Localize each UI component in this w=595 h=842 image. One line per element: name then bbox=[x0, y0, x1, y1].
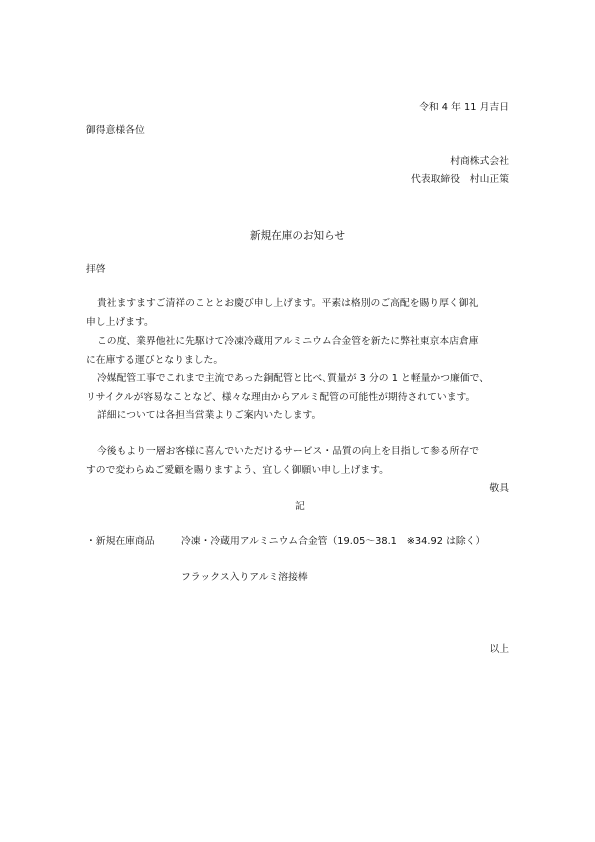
salutation: 拝啓 bbox=[86, 264, 106, 275]
sender-representative: 代表取締役 村山正策 bbox=[411, 174, 509, 185]
body-paragraph-1-line-1: 貴社ますますご清祥のこととお慶び申し上げます。平素は格別のご高配を賜り厚く御礼 bbox=[97, 298, 479, 309]
new-stock-label: ・新規在庫商品 bbox=[86, 536, 155, 547]
new-stock-item-2: フラックス入りアルミ溶接棒 bbox=[181, 572, 308, 583]
document-title: 新規在庫のお知らせ bbox=[249, 230, 346, 242]
sender-company: 村商株式会社 bbox=[450, 156, 509, 167]
new-stock-item-1: 冷凍・冷蔵用アルミニウム合金管（19.05～38.1 ※34.92 は除く） bbox=[181, 536, 486, 547]
ki-heading: 記 bbox=[295, 501, 305, 512]
body-paragraph-2-line-1: この度、業界他社に先駆けて冷凍冷蔵用アルミニウム合金管を新たに弊社東京本店倉庫 bbox=[97, 336, 479, 347]
letter-date: 令和 4 年 11 月吉日 bbox=[419, 102, 509, 113]
body-paragraph-3-line-1: 冷媒配管工事でこれまで主流であった銅配管と比べ､質量が 3 分の 1 と軽量かつ廉価で、 bbox=[97, 373, 490, 384]
body-paragraph-5-line-1: 今後もより一層お客様に喜んでいただけるサービス・品質の向上を目指して参る所存で bbox=[97, 446, 480, 457]
body-paragraph-3-line-2: リサイクルが容易なことなど、様々な理由からアルミ配管の可能性が期待されています。 bbox=[86, 392, 476, 403]
body-paragraph-2-line-2: に在庫する運びとなりました。 bbox=[86, 355, 224, 366]
body-paragraph-4-line-1: 詳細については各担当営業よりご案内いたします。 bbox=[97, 410, 322, 421]
closing-keigu: 敬具 bbox=[489, 483, 509, 494]
end-ijou: 以上 bbox=[489, 644, 509, 655]
body-paragraph-5-line-2: すので変わらぬご愛顧を賜りますよう、宜しく御願い申し上げます。 bbox=[86, 465, 389, 476]
body-paragraph-1-line-2: 申し上げます。 bbox=[86, 317, 154, 328]
recipient: 御得意様各位 bbox=[86, 125, 145, 136]
